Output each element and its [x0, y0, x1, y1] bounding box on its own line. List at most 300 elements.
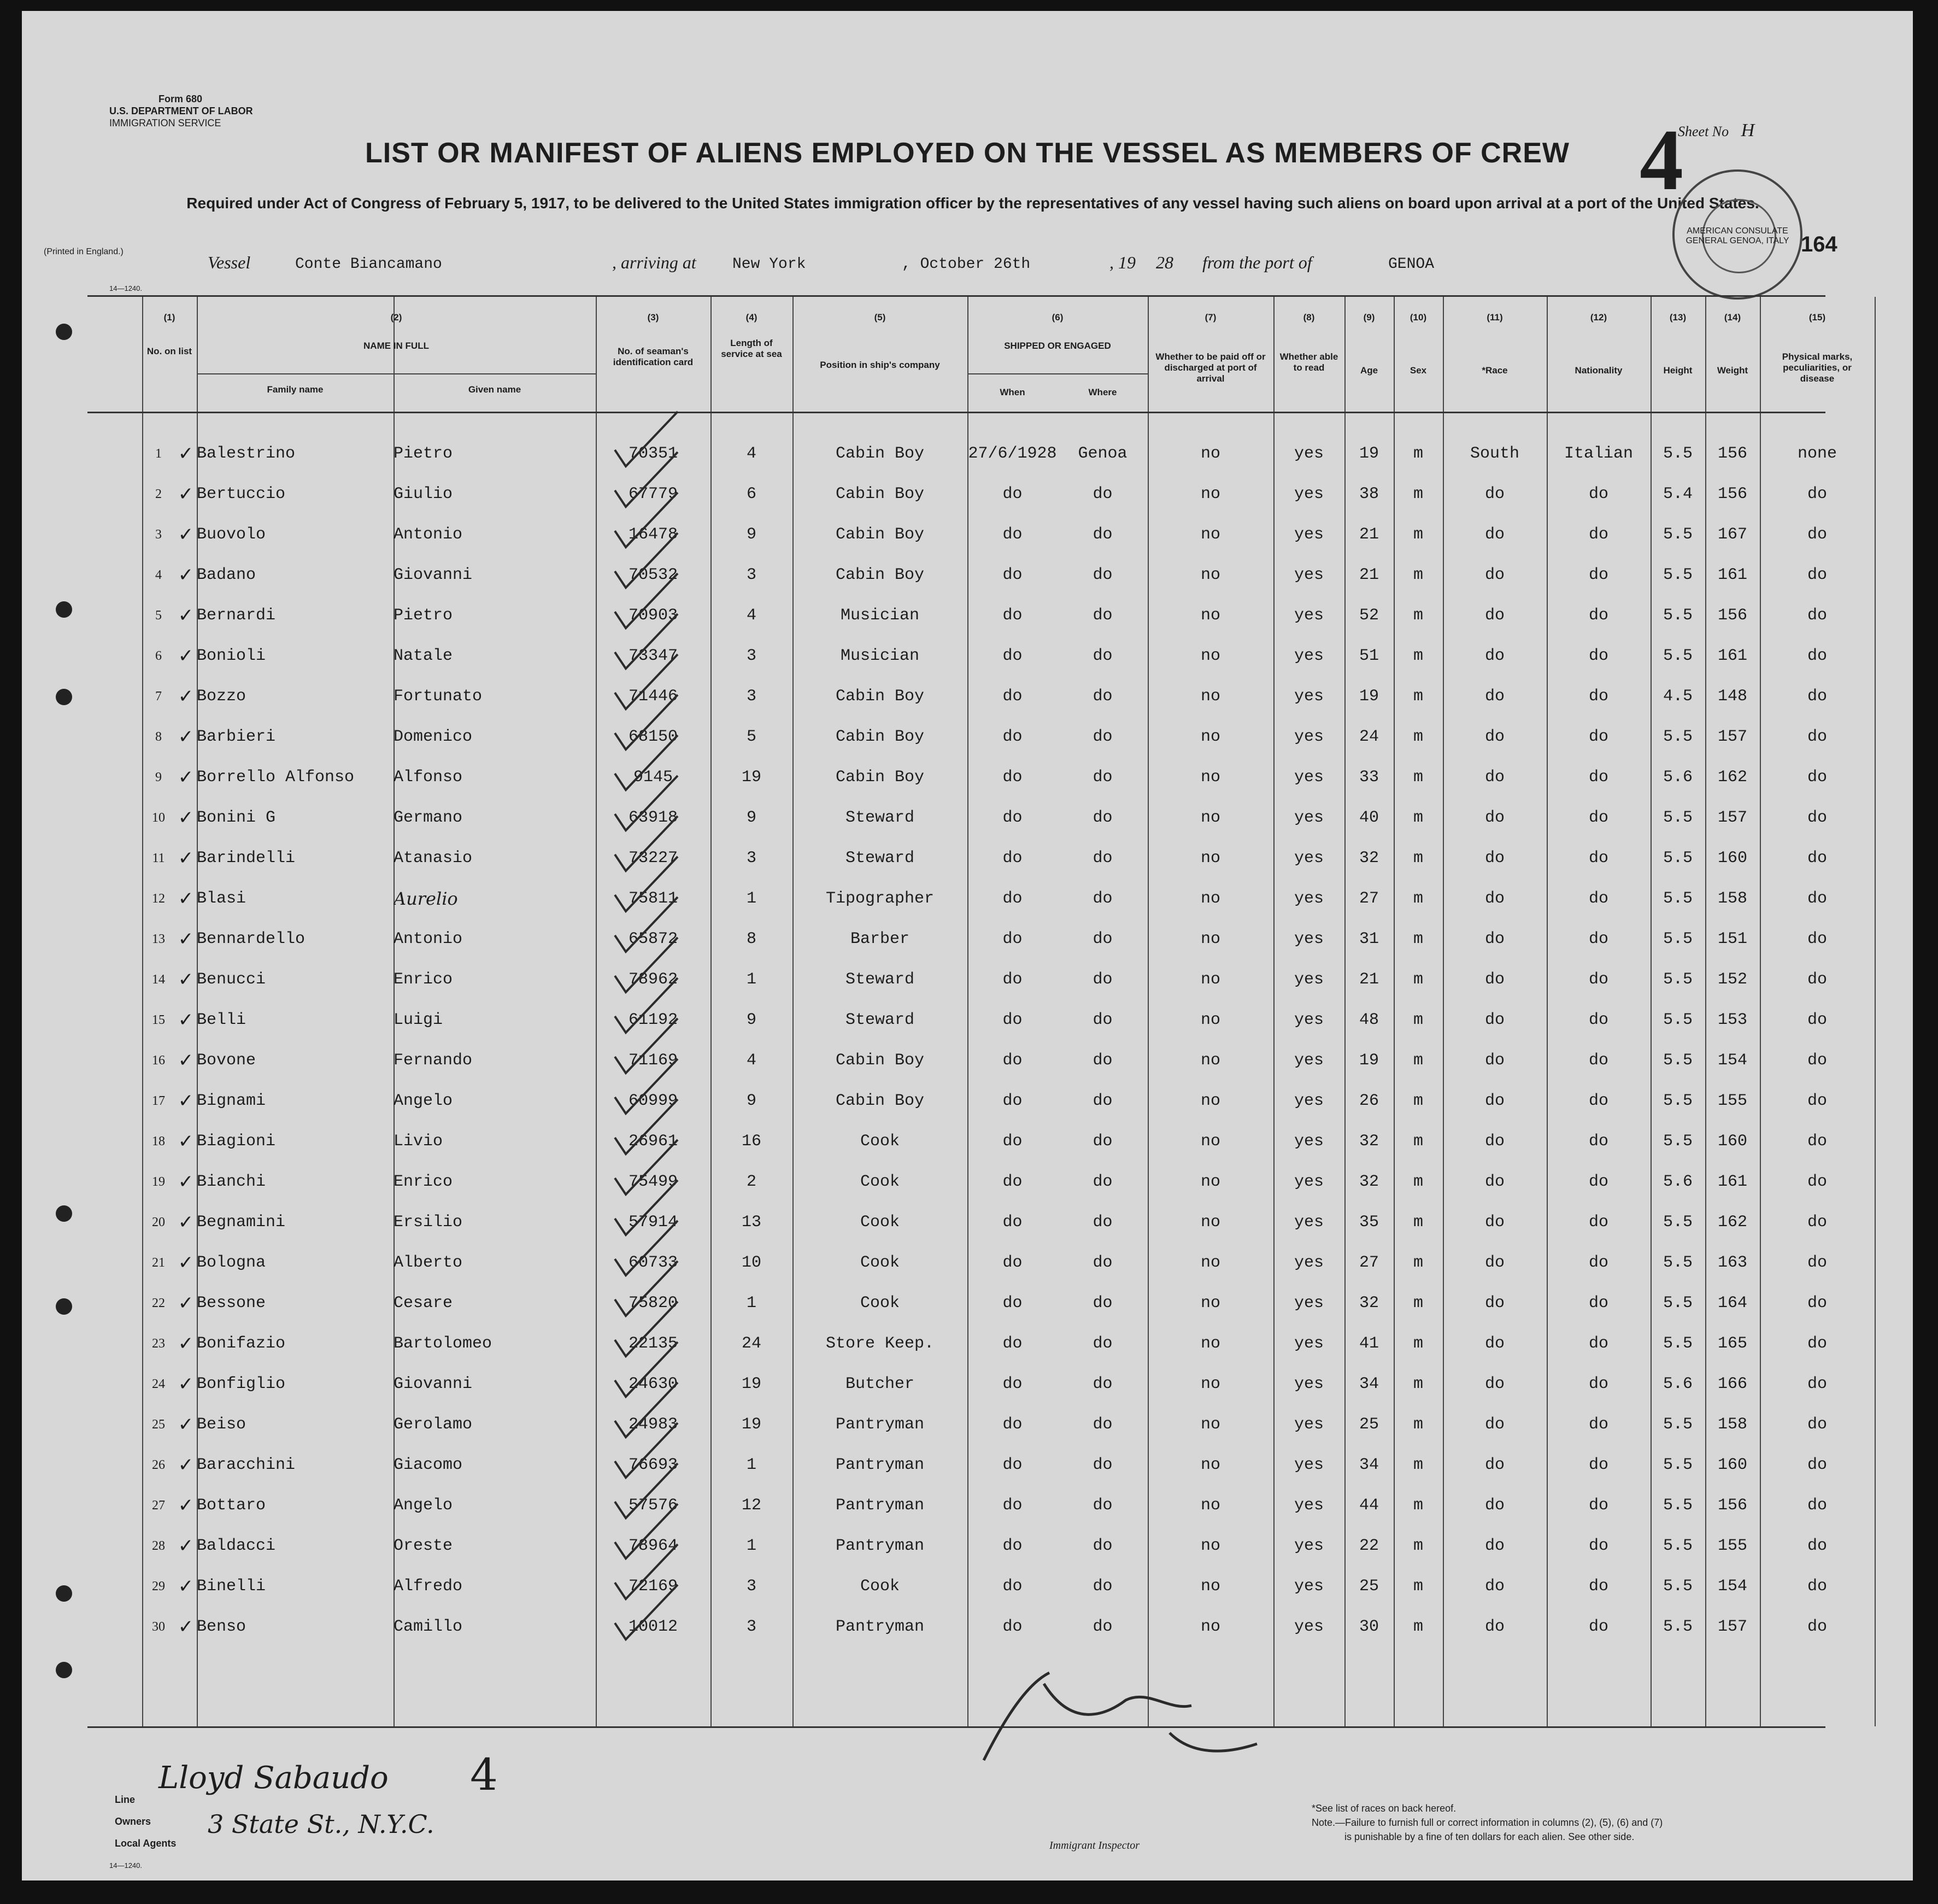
cell-marks: do: [1807, 1496, 1827, 1515]
cell-no: 26: [152, 1458, 165, 1472]
cell-given: Germano: [394, 809, 463, 827]
cell-sex: m: [1413, 1415, 1423, 1434]
cell-when: do: [1002, 1213, 1023, 1232]
cell-where: do: [1093, 1537, 1113, 1555]
cell-where: do: [1093, 1415, 1113, 1434]
cell-read: yes: [1294, 1294, 1324, 1313]
cell-race: do: [1484, 809, 1505, 827]
cell-age: 31: [1359, 930, 1379, 948]
cell-read: yes: [1294, 1173, 1324, 1191]
stamp-text: AMERICAN CONSULATE GENERAL GENOA, ITALY: [1686, 226, 1789, 245]
cell-race: do: [1484, 525, 1505, 544]
header-physical-marks: Physical marks, peculiarities, or disease: [1782, 351, 1853, 384]
cell-read: yes: [1294, 1415, 1324, 1434]
cell-given: Aurelio: [394, 888, 458, 909]
cell-height: 5.4: [1663, 485, 1693, 503]
cell-given: Ersilio: [394, 1213, 463, 1232]
cell-weight: 152: [1717, 970, 1747, 989]
cell-marks: do: [1807, 1132, 1827, 1151]
cell-service: 9: [746, 1011, 756, 1029]
cell-family: Badano: [197, 566, 256, 584]
cell-card: 63918: [628, 809, 678, 827]
cell-where: do: [1093, 1618, 1113, 1636]
cell-sex: m: [1413, 1334, 1423, 1353]
cell-marks: do: [1807, 606, 1827, 625]
cell-no: 14: [152, 972, 165, 987]
cell-marks: do: [1807, 1294, 1827, 1313]
cell-sex: m: [1413, 1496, 1423, 1515]
cell-marks: do: [1807, 1011, 1827, 1029]
cell-position: Barber: [850, 930, 910, 948]
check-stroke-icon: [615, 695, 678, 749]
cell-when: do: [1002, 889, 1023, 908]
cell-weight: 156: [1717, 485, 1747, 503]
check-stroke-icon: [615, 776, 678, 830]
cell-race: do: [1484, 768, 1505, 787]
cell-position: Pantryman: [835, 1415, 925, 1434]
cell-given: Alfredo: [394, 1577, 463, 1596]
cell-where: do: [1093, 970, 1113, 989]
cell-where: do: [1093, 728, 1113, 746]
cell-nationality: do: [1588, 1618, 1608, 1636]
cell-weight: 154: [1717, 1577, 1747, 1596]
check-stroke-icon: [615, 533, 678, 588]
cell-service: 1: [746, 970, 756, 989]
cell-position: Cabin Boy: [835, 687, 925, 706]
cell-sex: m: [1413, 1253, 1423, 1272]
check-mark-icon: ✓: [178, 564, 194, 586]
cell-weight: 160: [1717, 1456, 1747, 1474]
cell-position: Cabin Boy: [835, 1092, 925, 1110]
cell-where: do: [1093, 849, 1113, 868]
check-mark-icon: ✓: [178, 928, 194, 950]
cell-family: Benucci: [197, 970, 266, 989]
cell-when: do: [1002, 768, 1023, 787]
cell-when: do: [1002, 1618, 1023, 1636]
cell-read: yes: [1294, 1051, 1324, 1070]
cell-age: 38: [1359, 485, 1379, 503]
cell-given: Alfonso: [394, 768, 463, 787]
cell-race: do: [1484, 1537, 1505, 1555]
cell-nationality: Italian: [1564, 444, 1634, 463]
cell-paid: no: [1200, 485, 1220, 503]
cell-card: 16478: [628, 525, 678, 544]
check-mark-icon: ✓: [178, 888, 194, 910]
cell-marks: do: [1807, 647, 1827, 665]
check-stroke-icon: [615, 1504, 678, 1559]
cell-race: do: [1484, 1334, 1505, 1353]
cell-nationality: do: [1588, 930, 1608, 948]
cell-service: 1: [746, 1456, 756, 1474]
cell-nationality: do: [1588, 566, 1608, 584]
cell-no: 24: [152, 1377, 165, 1391]
cell-given: Gerolamo: [394, 1415, 473, 1434]
cell-read: yes: [1294, 1253, 1324, 1272]
cell-weight: 162: [1717, 1213, 1747, 1232]
cell-when: do: [1002, 970, 1023, 989]
vessel-label: Vessel: [208, 253, 251, 272]
cell-card: 67779: [628, 485, 678, 503]
cell-paid: no: [1200, 687, 1220, 706]
check-mark-icon: ✓: [178, 969, 194, 991]
cell-no: 22: [152, 1296, 165, 1310]
cell-weight: 158: [1717, 889, 1747, 908]
cell-age: 19: [1359, 1051, 1379, 1070]
cell-marks: do: [1807, 1334, 1827, 1353]
check-mark-icon: ✓: [178, 605, 194, 626]
cell-given: Angelo: [394, 1092, 453, 1110]
arrival-date: , October 26th: [902, 256, 1031, 273]
cell-card: 73227: [628, 849, 678, 868]
cell-weight: 164: [1717, 1294, 1747, 1313]
cell-sex: m: [1413, 728, 1423, 746]
cell-paid: no: [1200, 1618, 1220, 1636]
check-stroke-icon: [615, 1140, 678, 1194]
cell-where: do: [1093, 1334, 1113, 1353]
cell-sex: m: [1413, 647, 1423, 665]
cell-height: 5.5: [1663, 606, 1693, 625]
inspection-ticks: [87, 297, 1825, 1726]
cell-height: 5.5: [1663, 1051, 1693, 1070]
cell-sex: m: [1413, 970, 1423, 989]
cell-marks: do: [1807, 1456, 1827, 1474]
cell-age: 34: [1359, 1375, 1379, 1393]
cell-age: 52: [1359, 606, 1379, 625]
footnote: [1312, 1801, 1663, 1844]
check-stroke-icon: [615, 493, 678, 547]
cell-family: Benso: [197, 1618, 246, 1636]
check-mark-icon: ✓: [178, 1292, 194, 1314]
cell-age: 48: [1359, 1011, 1379, 1029]
cell-given: Angelo: [394, 1496, 453, 1515]
cell-given: Fernando: [394, 1051, 473, 1070]
cell-race: do: [1484, 1618, 1505, 1636]
cell-paid: no: [1200, 1496, 1220, 1515]
check-mark-icon: ✓: [178, 1130, 194, 1152]
cell-read: yes: [1294, 889, 1324, 908]
cell-read: yes: [1294, 606, 1324, 625]
header-nationality: Nationality: [1575, 365, 1623, 376]
cell-card: 73347: [628, 647, 678, 665]
cell-height: 5.5: [1663, 728, 1693, 746]
cell-marks: do: [1807, 1537, 1827, 1555]
col-num-9: (9): [1363, 312, 1375, 323]
cell-given: Antonio: [394, 525, 463, 544]
consulate-stamp: [1672, 169, 1802, 300]
cell-when: do: [1002, 1537, 1023, 1555]
cell-no: 8: [155, 730, 162, 744]
cell-no: 29: [152, 1579, 165, 1593]
cell-weight: 153: [1717, 1011, 1747, 1029]
check-stroke-icon: [615, 978, 678, 1033]
cell-given: Camillo: [394, 1618, 463, 1636]
check-mark-icon: ✓: [178, 443, 194, 465]
cell-position: Cook: [860, 1173, 900, 1191]
cell-age: 35: [1359, 1213, 1379, 1232]
cell-read: yes: [1294, 1011, 1324, 1029]
cell-family: Bennardello: [197, 930, 306, 948]
cell-card: 72169: [628, 1577, 678, 1596]
cell-race: do: [1484, 930, 1505, 948]
cell-family: Baracchini: [197, 1456, 296, 1474]
departure-port: GENOA: [1388, 256, 1435, 273]
cell-given: Bartolomeo: [394, 1334, 492, 1353]
cell-family: Binelli: [197, 1577, 266, 1596]
header-shipped: SHIPPED OR ENGAGED: [1004, 341, 1111, 351]
cell-card: 24983: [628, 1415, 678, 1434]
cell-no: 3: [155, 528, 162, 542]
cell-no: 16: [152, 1053, 165, 1068]
cell-race: do: [1484, 849, 1505, 868]
cell-age: 19: [1359, 687, 1379, 706]
cell-read: yes: [1294, 1092, 1324, 1110]
cell-race: do: [1484, 606, 1505, 625]
cell-nationality: do: [1588, 606, 1608, 625]
header-race: *Race: [1482, 365, 1508, 376]
cell-nationality: do: [1588, 1334, 1608, 1353]
cell-weight: 154: [1717, 1051, 1747, 1070]
cell-position: Cook: [860, 1132, 900, 1151]
cell-service: 24: [741, 1334, 761, 1353]
cell-height: 5.5: [1663, 525, 1693, 544]
cell-when: do: [1002, 1415, 1023, 1434]
cell-where: do: [1093, 687, 1113, 706]
check-stroke-icon: [615, 938, 678, 992]
cell-when: do: [1002, 809, 1023, 827]
cell-sex: m: [1413, 1618, 1423, 1636]
cell-nationality: do: [1588, 849, 1608, 868]
cell-card: 78964: [628, 1537, 678, 1555]
department-name: U.S. DEPARTMENT OF LABOR: [109, 106, 253, 116]
cell-when: do: [1002, 728, 1023, 746]
cell-card: 78962: [628, 970, 678, 989]
cell-when: do: [1002, 1334, 1023, 1353]
check-mark-icon: ✓: [178, 807, 194, 829]
form-code: 14—1240.: [109, 284, 142, 292]
cell-position: Cabin Boy: [835, 566, 925, 584]
cell-paid: no: [1200, 1334, 1220, 1353]
check-mark-icon: ✓: [178, 1495, 194, 1516]
cell-race: do: [1484, 970, 1505, 989]
cell-service: 12: [741, 1496, 761, 1515]
cell-when: do: [1002, 1173, 1023, 1191]
cell-height: 5.5: [1663, 1577, 1693, 1596]
cell-height: 5.5: [1663, 1011, 1693, 1029]
cell-paid: no: [1200, 728, 1220, 746]
punch-hole: [56, 1205, 72, 1222]
check-stroke-icon: [615, 1544, 678, 1599]
cell-sex: m: [1413, 1537, 1423, 1555]
cell-marks: do: [1807, 1051, 1827, 1070]
cell-race: do: [1484, 1577, 1505, 1596]
cell-read: yes: [1294, 1213, 1324, 1232]
cell-weight: 160: [1717, 849, 1747, 868]
cell-no: 9: [155, 770, 162, 784]
col-num-15: (15): [1808, 312, 1826, 323]
cell-read: yes: [1294, 485, 1324, 503]
cell-given: Alberto: [394, 1253, 463, 1272]
check-mark-icon: ✓: [178, 1050, 194, 1071]
cell-service: 1: [746, 1537, 756, 1555]
check-mark-icon: ✓: [178, 483, 194, 505]
cell-age: 32: [1359, 849, 1379, 868]
cell-weight: 161: [1717, 1173, 1747, 1191]
cell-card: 68150: [628, 728, 678, 746]
cell-height: 5.5: [1663, 849, 1693, 868]
cell-service: 2: [746, 1173, 756, 1191]
cell-read: yes: [1294, 566, 1324, 584]
cell-height: 5.5: [1663, 1618, 1693, 1636]
cell-when: do: [1002, 1132, 1023, 1151]
cell-sex: m: [1413, 444, 1423, 463]
cell-when: do: [1002, 849, 1023, 868]
cell-age: 30: [1359, 1618, 1379, 1636]
page-subtitle: Required under Act of Congress of February 5, 1917, to be delivered to the United States immigration officer by the representatives of any vessel having such aliens on board upon arrival at a port of the United States.: [186, 195, 1759, 212]
cell-read: yes: [1294, 1375, 1324, 1393]
local-agents-label: Local Agents: [115, 1838, 177, 1849]
footnote-note: Note.—Failure to furnish full or correct information in columns (2), (5), (6) and (7): [1312, 1817, 1663, 1828]
cell-sex: m: [1413, 849, 1423, 868]
cell-read: yes: [1294, 809, 1324, 827]
header-where: Where: [1088, 387, 1117, 397]
check-mark-icon: ✓: [178, 1252, 194, 1274]
cell-sex: m: [1413, 566, 1423, 584]
cell-when: do: [1002, 566, 1023, 584]
cell-weight: 162: [1717, 768, 1747, 787]
cell-age: 51: [1359, 647, 1379, 665]
cell-position: Store Keep.: [825, 1334, 935, 1353]
sheet-number-value: H: [1741, 120, 1755, 140]
cell-race: do: [1484, 1051, 1505, 1070]
cell-given: Giacomo: [394, 1456, 463, 1474]
cell-paid: no: [1200, 930, 1220, 948]
cell-position: Musician: [840, 647, 920, 665]
cell-age: 32: [1359, 1173, 1379, 1191]
cell-where: do: [1093, 1092, 1113, 1110]
cell-sex: m: [1413, 809, 1423, 827]
check-mark-icon: ✓: [178, 686, 194, 707]
immigrant-inspector-label: Immigrant Inspector: [1049, 1839, 1140, 1852]
cell-height: 5.5: [1663, 1294, 1693, 1313]
cell-marks: do: [1807, 1415, 1827, 1434]
cell-marks: do: [1807, 566, 1827, 584]
cell-position: Butcher: [845, 1375, 915, 1393]
cell-family: Belli: [197, 1011, 246, 1029]
cell-no: 11: [152, 851, 165, 865]
cell-sex: m: [1413, 1456, 1423, 1474]
cell-nationality: do: [1588, 1496, 1608, 1515]
check-stroke-icon: [615, 1099, 678, 1154]
cell-service: 1: [746, 889, 756, 908]
cell-weight: 157: [1717, 809, 1747, 827]
manifest-sheet: [22, 11, 1913, 1880]
col-num-12: (12): [1590, 312, 1607, 323]
cell-sex: m: [1413, 1051, 1423, 1070]
cell-nationality: do: [1588, 728, 1608, 746]
check-stroke-icon: [615, 1463, 678, 1518]
cell-when: do: [1002, 485, 1023, 503]
col-num-10: (10): [1410, 312, 1427, 323]
cell-race: do: [1484, 1213, 1505, 1232]
cell-marks: do: [1807, 1092, 1827, 1110]
cell-when: 27/6/1928: [968, 444, 1057, 463]
cell-height: 5.5: [1663, 1456, 1693, 1474]
cell-height: 5.5: [1663, 889, 1693, 908]
cell-when: do: [1002, 930, 1023, 948]
cell-where: do: [1093, 1213, 1113, 1232]
check-mark-icon: ✓: [178, 1090, 194, 1112]
cell-marks: do: [1807, 930, 1827, 948]
cell-read: yes: [1294, 768, 1324, 787]
check-stroke-icon: [615, 1342, 678, 1397]
cell-paid: no: [1200, 1577, 1220, 1596]
cell-where: do: [1093, 1011, 1113, 1029]
cell-age: 22: [1359, 1537, 1379, 1555]
header-when: When: [1000, 387, 1025, 397]
col-num-7: (7): [1205, 312, 1217, 323]
check-stroke-icon: [615, 1382, 678, 1437]
cell-when: do: [1002, 1092, 1023, 1110]
cell-read: yes: [1294, 1537, 1324, 1555]
cell-marks: do: [1807, 525, 1827, 544]
cell-race: do: [1484, 1173, 1505, 1191]
cell-where: do: [1093, 1294, 1113, 1313]
cell-height: 4.5: [1663, 687, 1693, 706]
cell-where: do: [1093, 566, 1113, 584]
cell-where: do: [1093, 1253, 1113, 1272]
cell-family: Bozzo: [197, 687, 246, 706]
cell-race: South: [1470, 444, 1519, 463]
cell-card: 24630: [628, 1375, 678, 1393]
cell-family: Biagioni: [197, 1132, 276, 1151]
cell-weight: 158: [1717, 1415, 1747, 1434]
cell-card: 76693: [628, 1456, 678, 1474]
cell-sex: m: [1413, 485, 1423, 503]
cell-weight: 163: [1717, 1253, 1747, 1272]
cell-height: 5.5: [1663, 1334, 1693, 1353]
cell-read: yes: [1294, 728, 1324, 746]
cell-no: 18: [152, 1134, 165, 1149]
cell-no: 28: [152, 1539, 165, 1553]
cell-service: 4: [746, 444, 756, 463]
cell-when: do: [1002, 606, 1023, 625]
cell-given: Pietro: [394, 444, 453, 463]
cell-card: 60999: [628, 1092, 678, 1110]
cell-family: Bernardi: [197, 606, 276, 625]
cell-card: 70903: [628, 606, 678, 625]
check-stroke-icon: [615, 1018, 678, 1073]
cell-given: Pietro: [394, 606, 453, 625]
cell-position: Cabin Boy: [835, 728, 925, 746]
cell-read: yes: [1294, 687, 1324, 706]
cell-service: 3: [746, 849, 756, 868]
cell-service: 19: [741, 1415, 761, 1434]
cell-weight: 151: [1717, 930, 1747, 948]
cell-paid: no: [1200, 1011, 1220, 1029]
printed-note: (Printed in England.): [44, 247, 124, 256]
cell-weight: 165: [1717, 1334, 1747, 1353]
punch-hole: [56, 324, 72, 340]
cell-when: do: [1002, 687, 1023, 706]
cell-given: Cesare: [394, 1294, 453, 1313]
cell-service: 19: [741, 1375, 761, 1393]
col-num-4: (4): [745, 312, 757, 323]
form-header-block: [109, 93, 253, 129]
cell-card: 57914: [628, 1213, 678, 1232]
cell-read: yes: [1294, 1334, 1324, 1353]
cell-given: Enrico: [394, 1173, 453, 1191]
cell-family: Bonini G: [197, 809, 276, 827]
